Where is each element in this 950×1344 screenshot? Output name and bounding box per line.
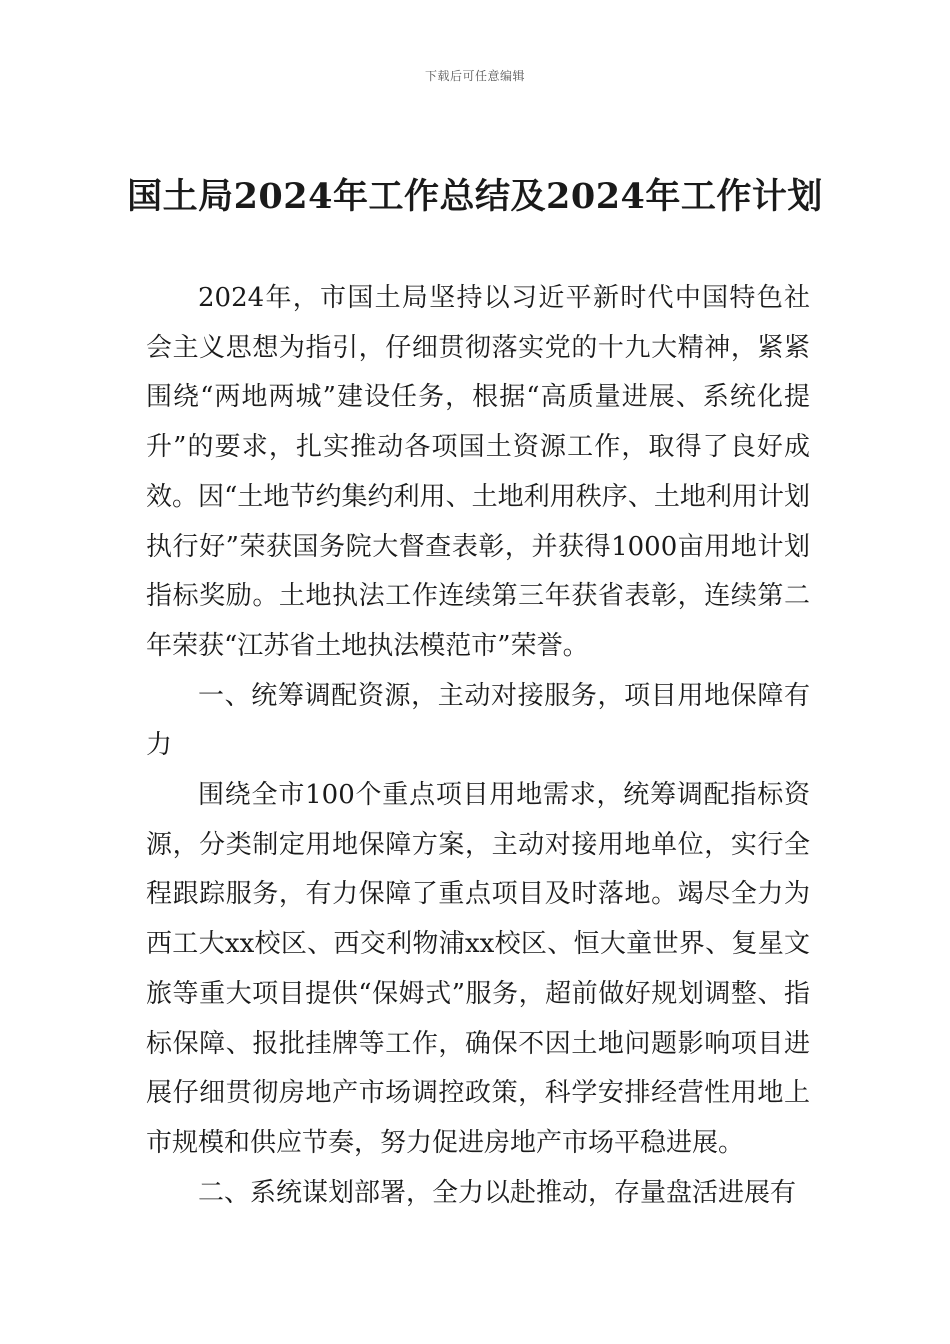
document-body (146, 274, 810, 1218)
header-note: 下载后可任意编辑 (424, 69, 525, 83)
section-heading-1: 一、统筹调配资源，主动对接服务，项目用地保障有力 (146, 680, 810, 761)
paragraph-section-1: 围绕全市100个重点项目用地需求，统筹调配指标资源，分类制定用地保障方案，主动对接用地单位，实行全程跟踪服务，有力保障了重点项目及时落地。竭尽全力为西工大xx校区、西交利物浦xx校区、恒大童世界、复星文旅等重大项目提供“保姆式”服务，超前做好规划调整、指标保障、报批挂牌等工作，确保不因土地问题影响项目进展仔细贯彻房地产市场调控政策，科学安排经营性用地上市规模和供应节奏，努力促进房地产市场平稳进展。 (146, 780, 810, 1158)
paragraph-intro: 2024年，市国土局坚持以习近平新时代中国特色社会主义思想为指引，仔细贯彻落实党的十九大精神，紧紧围绕“两地两城”建设任务，根据“高质量进展、系统化提升”的要求，扎实推动各项国土资源工作，取得了良好成效。因“土地节约集约利用、土地利用秩序、土地利用计划执行好”荣获国务院大督查表彰，并获得1000亩用地计划指标奖励。土地执法工作连续第三年获省表彰，连续第二年荣获“江苏省土地执法模范市”荣誉。 (146, 283, 810, 661)
section-heading-2: 二、系统谋划部署，全力以赴推动，存量盘活进展有 (198, 1177, 797, 1208)
document-title: 国土局2024年工作总结及2024年工作计划 (127, 176, 823, 217)
